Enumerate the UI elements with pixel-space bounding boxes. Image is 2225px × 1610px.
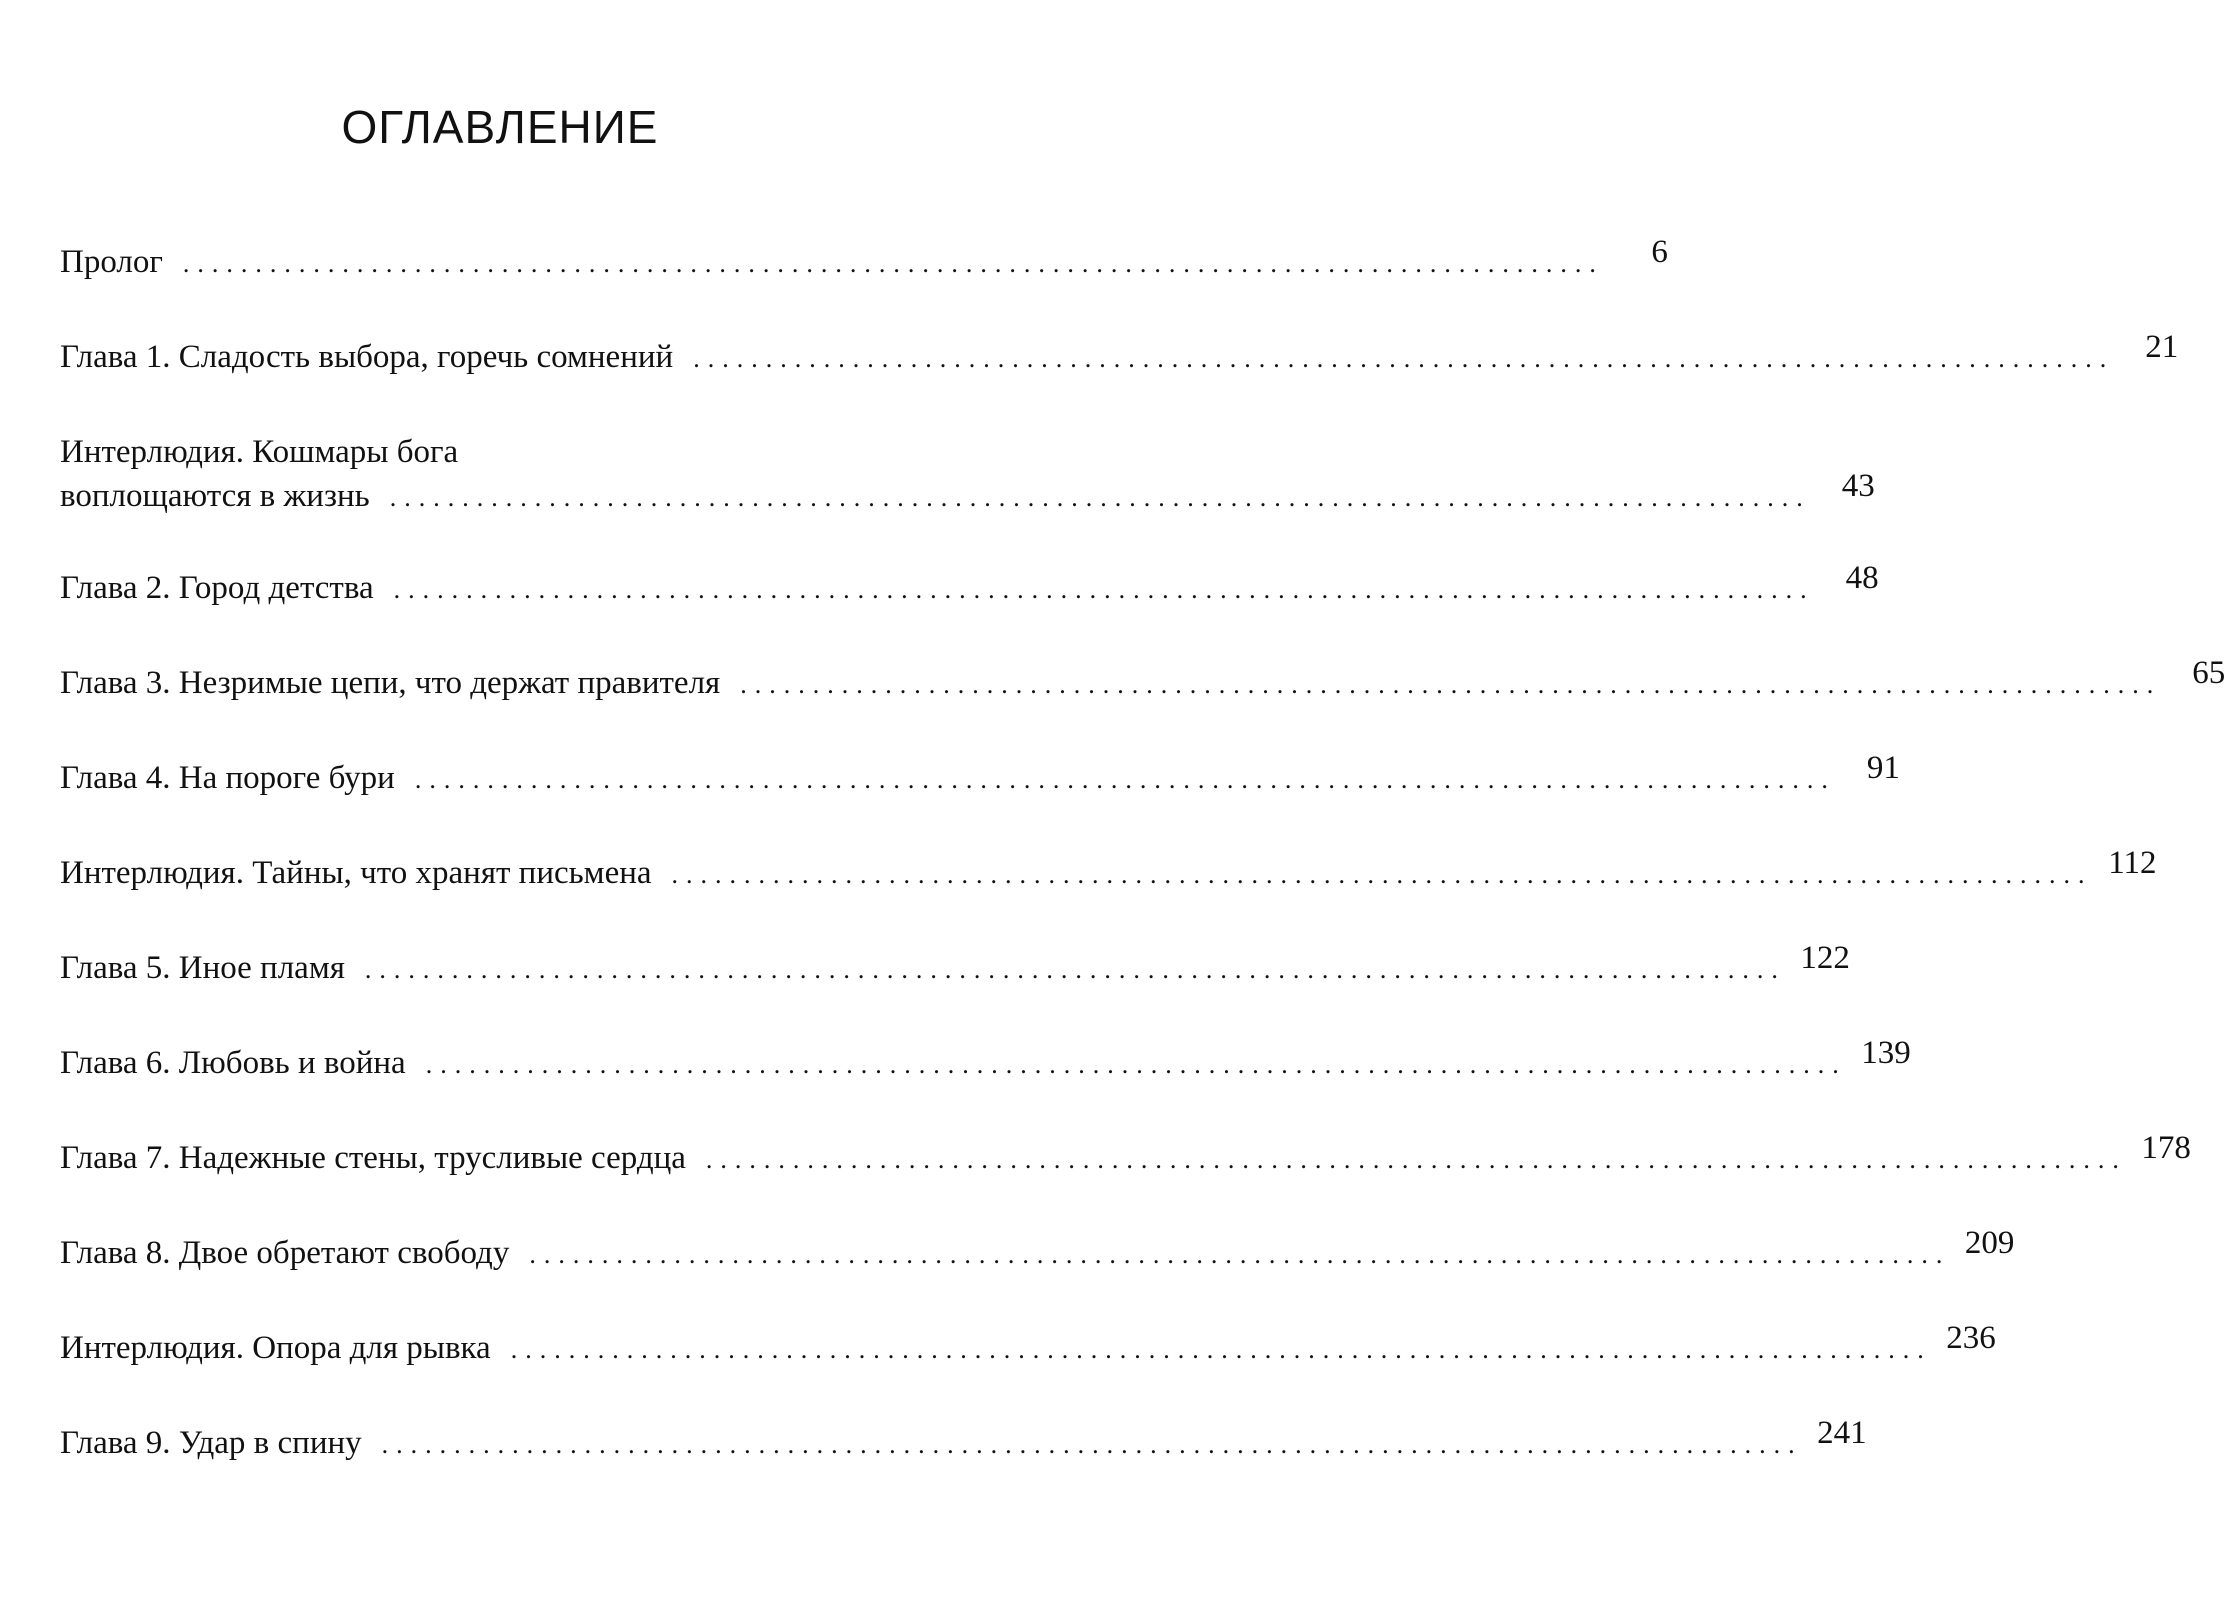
leader-dots: ..................................................................................................: [393, 575, 1815, 604]
leader-dots: ..................................................................................................: [529, 1240, 1951, 1269]
toc-entry-page: 241: [1817, 1415, 1867, 1451]
toc-entry-page: 43: [1841, 468, 1875, 504]
toc-entry-page: 122: [1800, 940, 1850, 976]
toc-entry: [60, 940, 1850, 1041]
toc-entry-page: 65: [2192, 655, 2225, 691]
toc-entry-label: Глава 6. Любовь и война: [60, 1045, 406, 1081]
toc-entry-label: воплощаются в жизнь: [60, 478, 370, 514]
toc-entry-label: Глава 5. Иное пламя: [60, 950, 345, 986]
toc-entry: [60, 655, 2225, 756]
leader-dots: ..................................................................................................: [425, 1050, 1847, 1079]
toc-entry-page: 112: [2108, 845, 2157, 881]
toc-entry: [60, 234, 1668, 335]
toc-entry-page: 209: [1964, 1225, 2015, 1261]
toc-entry-page: 139: [1861, 1035, 1911, 1071]
toc-entry-page: 236: [1946, 1320, 1996, 1356]
leader-dots: ..................................................................................................: [182, 249, 1604, 278]
toc-entry-page: 6: [1651, 234, 1668, 270]
toc-entry-page: 178: [2141, 1130, 2191, 1166]
toc-entry-label-line1: Интерлюдия. Кошмары бога: [60, 434, 459, 470]
toc-entry: [60, 1415, 1867, 1516]
toc-entry: [60, 750, 1900, 851]
toc-entry: [60, 329, 2179, 430]
toc-entry-label: Глава 8. Двое обретают свободу: [60, 1235, 510, 1271]
toc-entry-label: Пролог: [60, 244, 163, 280]
leader-dots: ..................................................................................................: [414, 765, 1836, 794]
toc-entry: [60, 1225, 2015, 1326]
toc-entry-page: 48: [1845, 560, 1879, 596]
leader-dots: ..................................................................................................: [740, 670, 2162, 699]
toc-entry: [60, 430, 1875, 566]
leader-dots: ..................................................................................................: [705, 1145, 2127, 1174]
leader-dots: ..................................................................................................: [389, 483, 1811, 512]
leader-dots: ..................................................................................................: [693, 344, 2115, 373]
page-title: ОГЛАВЛЕНИЕ: [341, 101, 659, 153]
toc-entry-label: Интерлюдия. Тайны, что хранят письмена: [60, 855, 652, 891]
leader-dots: ..................................................................................................: [671, 860, 2093, 889]
toc-entry-label: Глава 4. На пороге бури: [60, 760, 395, 796]
leader-dots: ..................................................................................................: [381, 1430, 1803, 1459]
toc-entry: [60, 560, 1879, 661]
leader-dots: ..................................................................................................: [364, 955, 1786, 984]
toc-entry-label: Глава 1. Сладость выбора, горечь сомнений: [60, 339, 674, 375]
leader-dots: ..................................................................................................: [510, 1335, 1932, 1364]
toc-entry: [60, 1320, 1996, 1421]
toc-list: [60, 234, 2225, 1516]
toc-entry-label: Интерлюдия. Опора для рывка: [60, 1330, 491, 1366]
toc-entry-label: Глава 7. Надежные стены, трусливые сердца: [60, 1140, 686, 1176]
toc-entry-page: 21: [2145, 329, 2179, 365]
toc-entry: [60, 1035, 1911, 1136]
toc-entry-label: Глава 3. Незримые цепи, что держат правителя: [60, 665, 721, 701]
toc-entry-label: Глава 2. Город детства: [60, 570, 374, 606]
toc-entry: [60, 845, 2157, 946]
toc-entry-label: Глава 9. Удар в спину: [60, 1425, 362, 1461]
toc-entry-page: 91: [1866, 750, 1900, 786]
toc-entry: [60, 1130, 2191, 1231]
